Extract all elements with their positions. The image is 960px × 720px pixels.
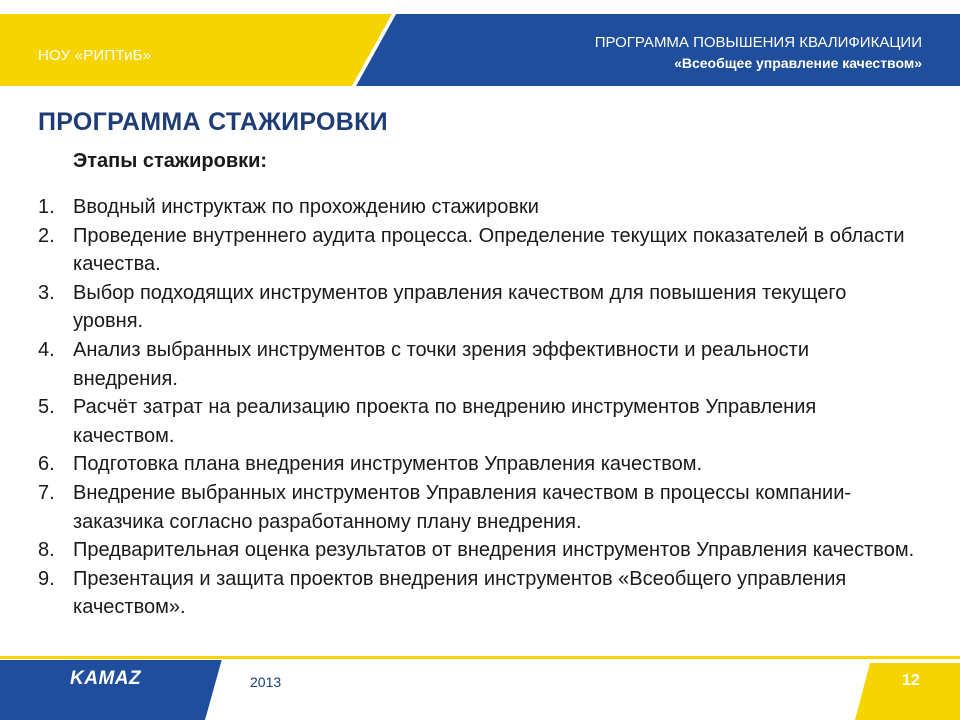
step-text: Расчёт затрат на реализацию проекта по внедрению инструментов Управления качеством. [73,396,817,447]
step-number: 5. [38,396,55,419]
list-item [38,479,918,536]
list-item [38,450,918,479]
step-number: 6. [38,453,55,476]
step-text: Проведение внутреннего аудита процесса. Определение текущих показателей в области качества. [73,224,905,276]
organization-name: НОУ «РИПТиБ» [38,47,152,64]
page-subtitle: Этапы стажировки: [73,150,268,172]
step-text: Выбор подходящих инструментов управления качеством для повышения текущего уровня. [73,281,847,333]
list-item [38,393,918,450]
list-item [38,336,918,393]
steps-list [38,193,918,622]
step-number: 8. [38,539,55,562]
step-text: Внедрение выбранных инструментов Управления качеством в процессы компании-заказчика согласно разработанному плану внедрения. [73,481,852,533]
list-item [38,279,918,336]
list-item [38,565,918,622]
program-title-line1: ПРОГРАММА ПОВЫШЕНИЯ КВАЛИФИКАЦИИ [594,34,922,51]
kamaz-logo: KAMAZ [70,668,142,689]
step-number: 9. [38,567,55,590]
step-text: Вводный инструктаж по прохождению стажировки [73,196,539,218]
step-text: Анализ выбранных инструментов с точки зрения эффективности и реальности внедрения. [73,338,810,390]
step-number: 4. [38,338,55,361]
step-number: 2. [38,224,55,247]
page-title: ПРОГРАММА СТАЖИРОВКИ [38,108,388,136]
step-text: Предварительная оценка результатов от внедрения инструментов Управления качеством. [73,539,915,562]
step-number: 3. [38,281,55,304]
list-item [38,222,918,279]
footer-year: 2013 [250,674,282,690]
step-text: Презентация и защита проектов внедрения инструментов «Всеобщего управления качеством». [73,567,847,619]
step-number: 7. [38,481,55,504]
step-text: Подготовка плана внедрения инструментов Управления качеством. [73,453,703,476]
page-number: 12 [902,672,920,689]
list-item [38,536,918,565]
program-title-line2: «Всеобщее управление качеством» [674,55,922,71]
program-title [595,33,922,73]
footer-band [0,656,960,720]
list-item [38,193,918,222]
header-band [0,0,960,86]
footer-shapes [0,656,960,720]
step-number: 1. [38,196,55,218]
